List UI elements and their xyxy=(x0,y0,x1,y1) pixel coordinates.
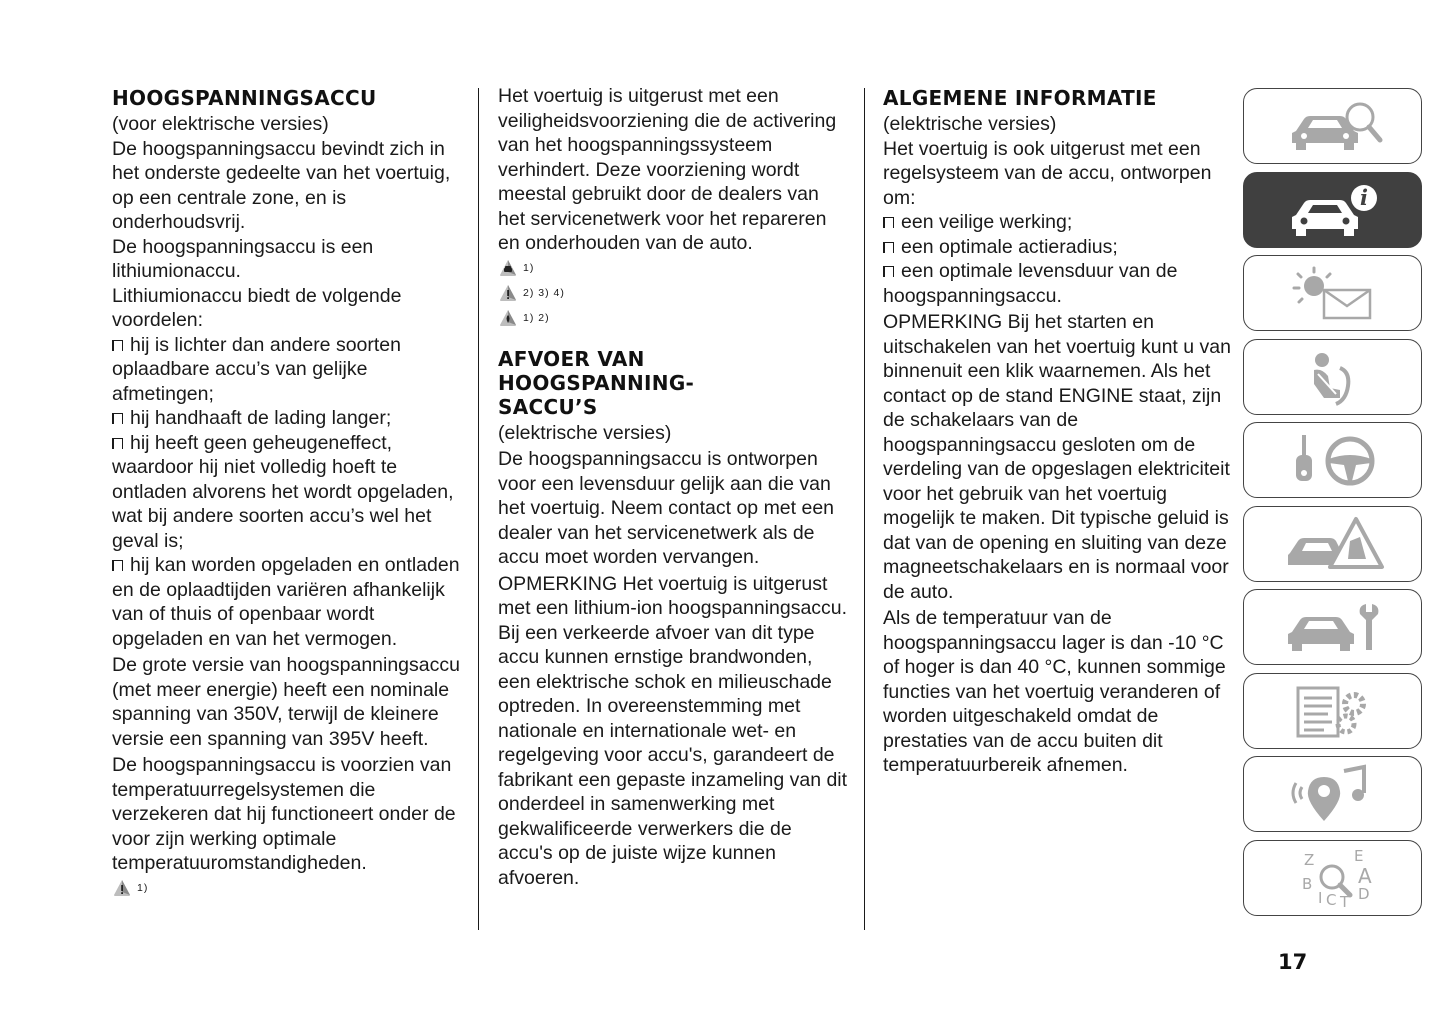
lights-message-icon xyxy=(1278,262,1388,324)
paragraph: (elektrische versies) xyxy=(883,113,1057,135)
index-letter: T xyxy=(1339,892,1349,909)
paragraph: De hoogspanningsaccu bevindt zich in het onderste gedeelte van het voertuig, op een centrale zone, en is onderhoudsvrij. xyxy=(112,137,451,233)
bullet-icon xyxy=(883,266,894,277)
paragraph: Het voertuig is uitgerust met een veiligheidsvoorziening die de activering van het hoogspanningssysteem verhindert. Deze voorziening wordt meestal gebruikt door de dealers van het servicenetwerk voor het repareren en onderhouden van de auto. xyxy=(498,85,837,254)
tab-lights-messages[interactable] xyxy=(1243,255,1422,331)
bullet-icon xyxy=(112,438,123,449)
car-search-icon xyxy=(1278,95,1388,157)
list-gear-icon xyxy=(1278,680,1388,742)
list-item: hij kan worden opgeladen en ontladen en de oplaadtijden variëren afhankelijk van of thuis of openbaar wordt opgeladen en van het vermogen. xyxy=(112,554,460,650)
warning-reference[interactable]: 1) xyxy=(112,876,462,901)
svg-text:i: i xyxy=(1359,184,1368,210)
list-item: hij handhaaft de lading langer; xyxy=(112,406,462,431)
section-heading-hoogspanningsaccu: HOOGSPANNINGSACCU xyxy=(112,86,377,110)
environment-warning-reference[interactable]: 1) 2) xyxy=(498,306,848,331)
environment-warning-icon xyxy=(498,308,518,328)
car-warning-icon xyxy=(1278,513,1388,575)
bullet-icon xyxy=(112,413,123,424)
tab-car-search[interactable] xyxy=(1243,88,1422,164)
column-divider xyxy=(864,88,865,930)
list-item: een veilige werking; xyxy=(883,210,1235,235)
index-letter: C xyxy=(1325,890,1336,909)
index-letter: A xyxy=(1357,863,1372,888)
tab-emergency[interactable] xyxy=(1243,506,1422,582)
paragraph: OPMERKING Het voertuig is uitgerust met een lithium-ion hoogspanningsaccu. Bij een verkeerde afvoer van dit type accu kunnen ernstige brandwonden, een elektrische schok en milieuschade optreden. In overeenstemming met nationale en internationale wet- en regelgeving voor accu's, garandeert de fabrikant een gepaste inzameling van dit onderdeel in samenwerking met gekwalificeerde verwerkers die de accu's op de juiste wijze kunnen afvoeren. xyxy=(498,572,848,889)
car-wrench-icon xyxy=(1278,596,1388,658)
warning-reference[interactable]: 2) 3) 4) xyxy=(498,281,848,306)
column-3 xyxy=(883,84,1235,778)
paragraph: De hoogspanningsaccu is voorzien van temperatuurregelsystemen die verzekeren dat hij functioneert onder de voor zijn werking optimale temperatuuromstandigheden. xyxy=(112,754,456,874)
key-steering-wheel-icon xyxy=(1278,429,1388,491)
list-item: een optimale actieradius; xyxy=(883,235,1235,260)
section-heading-algemene-informatie: ALGEMENE INFORMATIE xyxy=(883,86,1157,110)
paragraph: (elektrische versies) xyxy=(498,421,672,444)
tab-index[interactable] xyxy=(1243,840,1422,916)
tab-starting-driving[interactable] xyxy=(1243,422,1422,498)
tab-technical-data[interactable] xyxy=(1243,673,1422,749)
bullet-icon xyxy=(883,242,894,253)
paragraph: De hoogspanningsaccu is een lithiumionaccu. xyxy=(112,235,374,282)
list-item: hij heeft geen geheugeneffect, waardoor hij niet volledig hoeft te ontladen alvorens het wordt opgeladen, wat bij andere soorten accu’s wel het geval is; xyxy=(112,431,454,552)
car-warning-reference[interactable]: 1) xyxy=(498,256,848,281)
warning-triangle-icon xyxy=(498,283,518,303)
paragraph: OPMERKING Bij het starten en uitschakelen van het voertuig kunt u van binnenuit een klik waarnemen. Als het contact op de stand ENGINE staat, zijn de schakelaars van de hoogspanningsaccu gesloten om de verdeling van de opgeslagen elektriciteit voor het gebruik van het voertuig mogelijk te maken. Dit typische geluid is dat van de opening en sluiting van deze magneetschakelaars en is normaal voor de auto. xyxy=(883,311,1231,603)
bullet-icon xyxy=(112,340,123,351)
paragraph: (voor elektrische versies) xyxy=(112,113,329,135)
paragraph: Als de temperatuur van de hoogspanningsaccu lager is dan -10 °C of hoger is dan 40 °C, kunnen sommige functies van het voertuig veranderen of worden uitgeschakeld omdat de prestaties van de accu buiten dit temperatuurbereik afnemen. xyxy=(883,607,1226,776)
car-info-icon xyxy=(1278,179,1388,241)
bullet-icon xyxy=(112,560,123,571)
seat-safety-icon xyxy=(1278,346,1388,408)
list-item: hij is lichter dan andere soorten oplaadbare accu’s van gelijke afmetingen; xyxy=(112,333,401,405)
tab-safety[interactable] xyxy=(1243,339,1422,415)
warning-triangle-icon xyxy=(112,878,132,898)
index-letter: B xyxy=(1301,874,1312,893)
paragraph: Lithiumionaccu biedt de volgende voordelen: xyxy=(112,284,402,331)
page-number: 17 xyxy=(1278,950,1308,974)
column-1 xyxy=(112,84,462,901)
paragraph: De grote versie van hoogspanningsaccu (met meer energie) heeft een nominale spanning van 350V, terwijl de kleinere versie een spanning van 395V heeft. xyxy=(112,654,460,750)
list-item: een optimale levensduur van de hoogspanningsaccu. xyxy=(883,260,1178,307)
tab-car-info[interactable] xyxy=(1243,172,1422,248)
tab-maintenance[interactable] xyxy=(1243,589,1422,665)
car-warning-icon xyxy=(498,258,518,278)
tab-multimedia[interactable] xyxy=(1243,756,1422,832)
section-heading-afvoer: AFVOER VAN HOOGSPANNING- SACCU’S xyxy=(498,346,695,419)
index-letter: D xyxy=(1357,884,1370,903)
index-letter: I xyxy=(1317,888,1322,907)
paragraph: De hoogspanningsaccu is ontworpen voor een levensduur gelijk aan die van het voertuig. Neem contact op met een dealer van het servicenetwerk als de accu moet worden vervangen. xyxy=(498,448,835,568)
bullet-icon xyxy=(883,217,894,228)
index-letter: E xyxy=(1353,846,1363,865)
column-2 xyxy=(498,84,848,890)
index-letter: Z xyxy=(1303,850,1314,869)
media-navigation-icon xyxy=(1278,763,1388,825)
paragraph: Het voertuig is ook uitgerust met een regelsysteem van de accu, ontworpen om: xyxy=(883,137,1212,209)
alphabet-index-icon xyxy=(1278,847,1388,909)
column-divider xyxy=(478,88,479,930)
